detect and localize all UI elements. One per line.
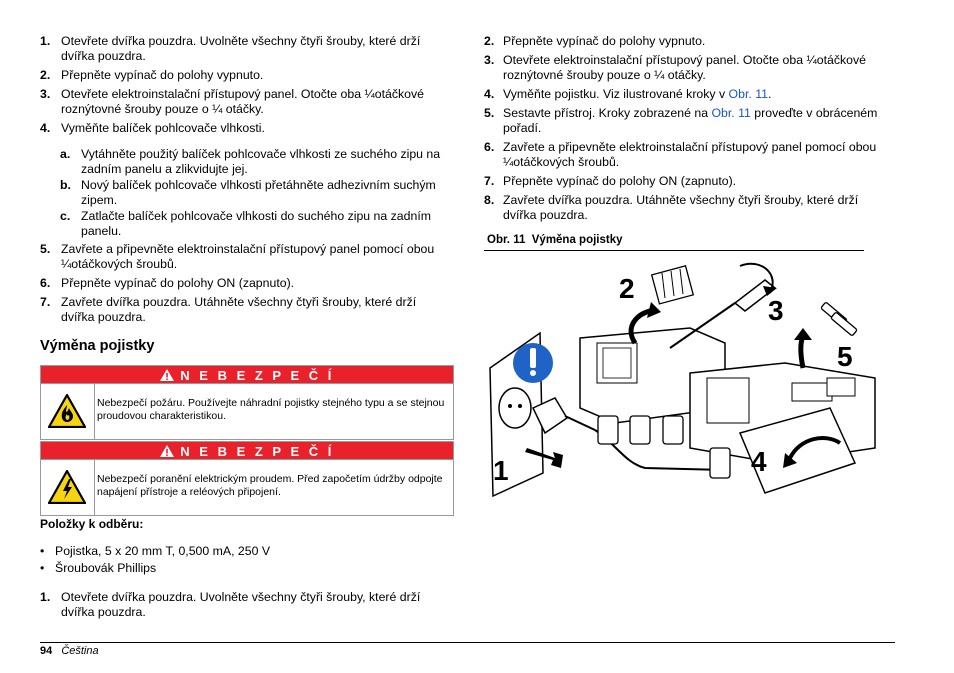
- step-number: 7.: [40, 295, 51, 309]
- step-3: [484, 53, 894, 83]
- substep-letter: b.: [60, 178, 71, 192]
- section-title: Výměna pojistky: [40, 338, 155, 354]
- step-text: Zavřete dvířka pouzdra. Utáhněte všechny čtyři šrouby, které drží dvířka pouzdra.: [61, 295, 417, 324]
- footer-language: Čeština: [61, 645, 99, 657]
- step-1: [40, 34, 450, 64]
- danger-label: N E B E Z P E Č Í: [180, 444, 335, 459]
- step-text: Zavřete a připevněte elektroinstalační přístupový panel pomocí obou ¼otáčkových šroubů.: [503, 140, 877, 169]
- figure-link[interactable]: Obr. 11: [728, 87, 768, 101]
- step-text: Přepněte vypínač do polohy vypnuto.: [503, 34, 706, 48]
- bullet-icon: •: [40, 561, 45, 575]
- danger-header: [40, 441, 454, 460]
- bullet-icon: •: [40, 544, 45, 558]
- electric-shock-icon: [48, 470, 86, 504]
- warning-triangle-icon: [160, 369, 174, 381]
- substep-c: [60, 209, 450, 239]
- step-number: 4.: [484, 87, 495, 101]
- fire-icon-cell: [41, 384, 95, 439]
- step-7: [484, 174, 894, 189]
- step-number: 3.: [484, 53, 495, 67]
- substep-letter: c.: [60, 209, 71, 223]
- page-footer: [40, 644, 99, 659]
- step-text-part: proveďte v obráceném pořadí.: [503, 106, 878, 135]
- step-text: Vyměňte balíček pohlcovače vlhkosti.: [61, 121, 265, 135]
- bullet-text: Šroubovák Phillips: [55, 561, 157, 575]
- warning-triangle-icon: [160, 445, 174, 457]
- danger-box-electric: [40, 460, 454, 516]
- bullet-item: [40, 544, 450, 559]
- step-4: [484, 87, 894, 102]
- step-number: 8.: [484, 193, 495, 207]
- step-5: [40, 242, 452, 272]
- substep-a: [60, 147, 450, 177]
- step-2: [40, 68, 450, 83]
- step-number: 3.: [40, 87, 51, 101]
- step-label: 1: [493, 455, 509, 486]
- step-label: 3: [768, 295, 784, 326]
- step-3: [40, 87, 450, 117]
- step-label: 5: [837, 341, 853, 372]
- fuse-replacement-illustration: [485, 258, 880, 498]
- danger-label: N E B E Z P E Č Í: [180, 368, 335, 383]
- step-text: Otevřete elektroinstalační přístupový panel. Otočte oba ¼otáčkové roznýtovné šrouby pouze o ¼ otáčky.: [61, 87, 424, 116]
- step-5: [484, 106, 894, 136]
- step-text: Otevřete elektroinstalační přístupový panel. Otočte oba ¼otáčkové roznýtovné šrouby pouze o ¼ otáčky.: [503, 53, 866, 82]
- step-text: Přepněte vypínač do polohy vypnuto.: [61, 68, 264, 82]
- substep-b: [60, 178, 450, 208]
- danger-header: [40, 365, 454, 384]
- figure-caption: Obr. 11 Výměna pojistky: [487, 234, 623, 246]
- step-number: 6.: [40, 276, 51, 290]
- step-text: Otevřete dvířka pouzdra. Uvolněte všechny čtyři šrouby, které drží dvířka pouzdra.: [61, 34, 421, 63]
- step-text-part: Vyměňte pojistku. Viz ilustrované kroky v: [503, 87, 729, 101]
- step-number: 2.: [40, 68, 51, 82]
- electric-icon-cell: [41, 460, 95, 515]
- bullet-text: Pojistka, 5 x 20 mm T, 0,500 mA, 250 V: [55, 544, 271, 558]
- step-text: Zavřete a připevněte elektroinstalační přístupový panel pomocí obou ¼otáčkových šroubů.: [61, 242, 435, 271]
- danger-box-fire: [40, 384, 454, 440]
- danger-text: Nebezpečí poranění elektrickým proudem. Před započetím údržby odpojte napájení přístroje a reléových připojení.: [97, 473, 443, 498]
- step-number: 5.: [484, 106, 495, 120]
- figure-link[interactable]: Obr. 11: [711, 106, 751, 120]
- step-1-repeat: [40, 590, 450, 620]
- step-6: [484, 140, 894, 170]
- step-number: 1.: [40, 590, 51, 604]
- step-text: [503, 106, 894, 136]
- step-text: [503, 87, 894, 102]
- substep-text: Nový balíček pohlcovače vlhkosti přetáhněte adhezivním suchým zipem.: [81, 178, 436, 207]
- substep-text: Vytáhněte použitý balíček pohlcovače vlhkosti ze suchého zipu na zadním panelu a zlikvidujte jej.: [81, 147, 441, 176]
- step-label: 2: [619, 273, 635, 304]
- step-text: Přepněte vypínač do polohy ON (zapnuto).: [61, 276, 295, 290]
- step-text-part: Sestavte přístroj. Kroky zobrazené na: [503, 106, 712, 120]
- step-text-part: .: [767, 87, 772, 101]
- step-number: 1.: [40, 34, 51, 48]
- step-number: 7.: [484, 174, 495, 188]
- step-2: [484, 34, 894, 49]
- step-8: [484, 193, 894, 223]
- substep-letter: a.: [60, 147, 71, 161]
- step-number: 5.: [40, 242, 51, 256]
- step-number: 2.: [484, 34, 495, 48]
- step-7: [40, 295, 450, 325]
- terminal-block: [652, 266, 694, 304]
- step-label: 4: [751, 446, 767, 477]
- step-6: [40, 276, 450, 291]
- step-text: Otevřete dvířka pouzdra. Uvolněte všechny čtyři šrouby, které drží dvířka pouzdra.: [61, 590, 421, 619]
- danger-text: Nebezpečí požáru. Používejte náhradní pojistky stejného typu a se stejnou proudovou charakteristikou.: [97, 397, 445, 422]
- items-title: Položky k odběru:: [40, 517, 144, 531]
- step-text: Zavřete dvířka pouzdra. Utáhněte všechny čtyři šrouby, které drží dvířka pouzdra.: [503, 193, 859, 222]
- step-number: 6.: [484, 140, 495, 154]
- page-number: 94: [40, 645, 53, 657]
- fire-hazard-icon: [48, 394, 86, 428]
- step-text: Přepněte vypínač do polohy ON (zapnuto).: [503, 174, 737, 188]
- substep-text: Zatlačte balíček pohlcovače vlhkosti do suchého zipu na zadním panelu.: [81, 209, 431, 238]
- caption-divider: [484, 250, 864, 251]
- bullet-item: [40, 561, 450, 576]
- step-4: [40, 121, 450, 136]
- fuse-pair: [821, 302, 858, 336]
- footer-divider: [40, 642, 895, 643]
- step-number: 4.: [40, 121, 51, 135]
